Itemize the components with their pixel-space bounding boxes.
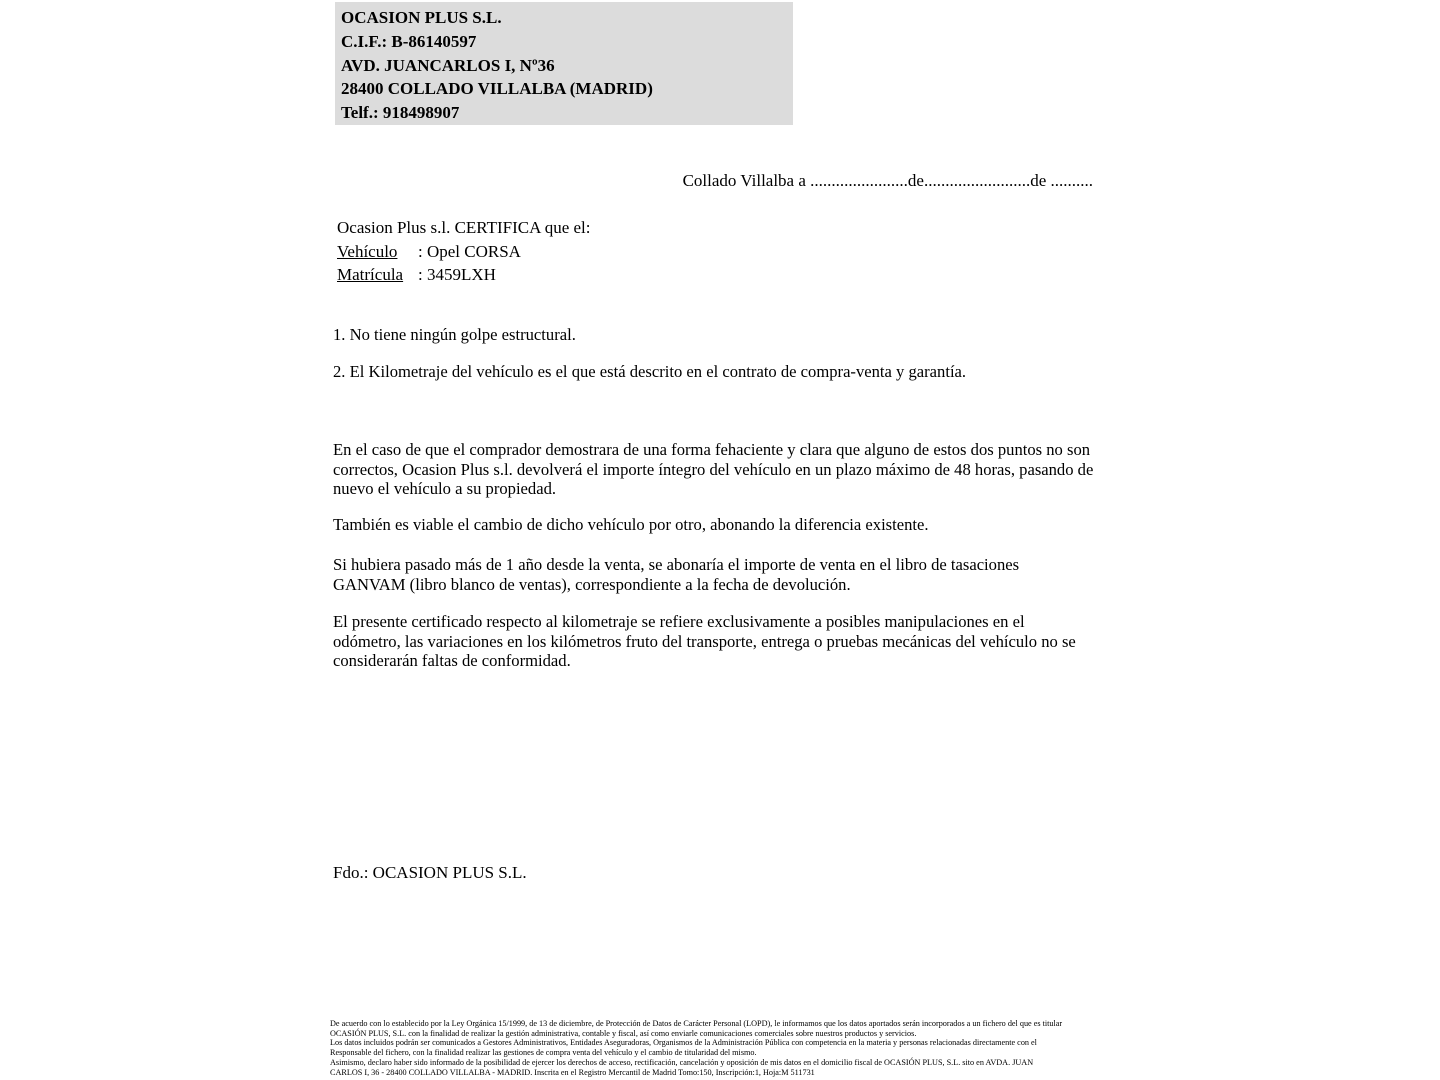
legal-footer — [330, 1019, 1062, 1077]
vehicle-label: Vehículo — [337, 241, 398, 261]
vehicle-value: : Opel CORSA — [418, 241, 521, 261]
clause-mileage: 2. El Kilometraje del vehículo es el que está descrito en el contrato de compra-venta y garantía. — [333, 362, 967, 381]
paragraph-odometer-disclaimer: El presente certificado respecto al kilometraje se refiere exclusivamente a posibles manipulaciones en el odómetro, las variaciones en los kilómetros fruto del transporte, entrega o pruebas mecánicas del vehículo no se considerarán faltas de conformidad. — [333, 612, 1076, 671]
company-phone: Telf.: 918498907 — [341, 103, 460, 123]
clause-no-structural-damage: 1. No tiene ningún golpe estructural. — [333, 325, 576, 344]
paragraph-ganvam-valuation: Si hubiera pasado más de 1 año desde la venta, se abonaría el importe de venta en el libro de tasaciones GANVAM (libro blanco de ventas), correspondiente a la fecha de devolución. — [333, 555, 1020, 594]
legal-footer-line: CARLOS I, 36 - 28400 COLLADO VILLALBA - MADRID. Inscrita en el Registro Mercantil de Madrid Tomo:150, Inscripción:1, Hoja:M 511731 — [330, 1067, 815, 1077]
company-city: 28400 COLLADO VILLALBA (MADRID) — [341, 79, 653, 99]
paragraph-refund-policy: En el caso de que el comprador demostrara de una forma fehaciente y clara que alguno de estos dos puntos no son correctos, Ocasion Plus s.l. devolverá el importe íntegro del vehículo en un plazo máximo de 48 horas, pasando de nuevo el vehículo a su propiedad. — [333, 440, 1094, 499]
legal-footer-line: Responsable del fichero, con la finalidad realizar las gestiones de compra venta del vehículo y el cambio de titularidad del mismo. — [330, 1048, 757, 1058]
company-name: OCASION PLUS S.L. — [341, 8, 502, 27]
date-line: Collado Villalba a .......................de.........................de .......... — [682, 171, 1093, 190]
signature-line: Fdo.: OCASION PLUS S.L. — [333, 863, 527, 882]
company-cif: C.I.F.: B-86140597 — [341, 31, 477, 51]
legal-footer-line: Los datos incluidos podrán ser comunicados a Gestores Administrativos, Entidades Aseguradoras, Organismos de la Administración Pública con competencia en la materia y personas relacionadas directamente con el — [330, 1038, 1037, 1048]
company-address: AVD. JUANCARLOS I, Nº36 — [341, 55, 555, 75]
plate-label: Matrícula — [337, 265, 404, 285]
certification-block — [337, 216, 591, 287]
legal-footer-line: OCASIÓN PLUS, S.L. con la finalidad de realizar la gestión administrativa, contable y fiscal, así como enviarle comunicaciones comerciales sobre nuestros productos y servicios. — [330, 1028, 917, 1038]
plate-value: : 3459LXH — [418, 265, 496, 285]
legal-footer-line: De acuerdo con lo establecido por la Ley Orgánica 15/1999, de 13 de diciembre, de Protección de Datos de Carácter Personal (LOPD), le informamos que los datos aportados serán incorporados a un fichero del que es titular — [330, 1019, 1063, 1028]
paragraph-exchange-option: También es viable el cambio de dicho vehículo por otro, abonando la diferencia existente. — [333, 515, 929, 534]
legal-footer-line: Asimismo, declaro haber sido informado de la posibilidad de ejercer los derechos de acceso, rectificación, cancelación y oposición de mis datos en el domicilio fiscal de OCASIÓN PLUS, S.L. sito en AVDA. JUAN — [330, 1057, 1034, 1067]
certification-intro: Ocasion Plus s.l. CERTIFICA que el: — [337, 218, 591, 237]
vehicle-row — [337, 240, 591, 264]
plate-row — [337, 263, 591, 287]
company-letterhead-block — [335, 2, 793, 125]
